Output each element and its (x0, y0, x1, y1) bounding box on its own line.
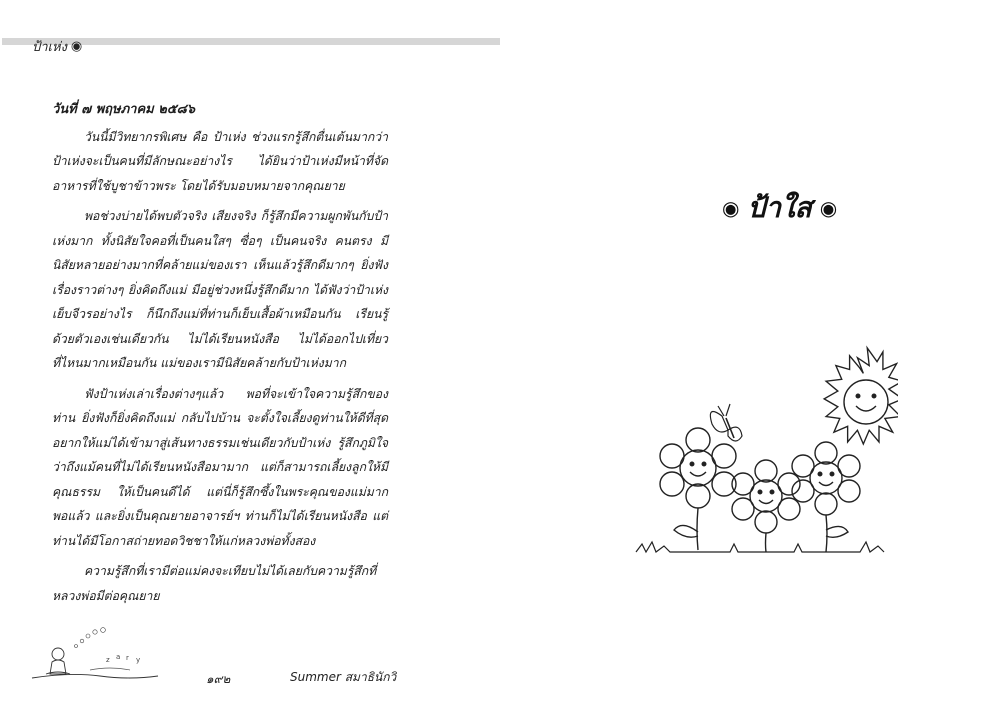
meditating-child-doodle (30, 626, 160, 686)
right-page (500, 0, 1000, 707)
entry-date: วันที่ ๗ พฤษภาคม ๒๕๘๖ (52, 102, 195, 117)
paragraph-4: ความรู้สึกที่เรามีต่อแม่คงจะเทียบไม่ได้เลยกับความรู้สึกที่หลวงพ่อมีต่อคุณยาย (52, 564, 377, 603)
grass-line (636, 542, 884, 552)
sun-flowers-butterfly-illustration (634, 344, 898, 560)
svg-text:z: z (106, 656, 110, 664)
bullet-icon: ◉ (819, 196, 838, 220)
svg-text:y: y (136, 656, 141, 664)
chapter-title-text: ป้าใส (747, 191, 812, 224)
flower-middle-icon (732, 460, 800, 552)
running-head (32, 36, 82, 57)
footer-title: Summer สมาธินักวิ (290, 670, 397, 684)
body-text (52, 98, 388, 610)
flower-right-icon (792, 442, 860, 552)
chapter-title (722, 186, 837, 230)
bullet-icon: ◉ (722, 196, 740, 220)
paragraph-2: พอช่วงบ่ายได้พบตัวจริง เสียงจริง ก็รู้สึกมีความผูกพันกับป้าเห่งมาก ทั้งนิสัยใจคอที่เป็นคนใสๆ ซื่อๆ เป็นคนจริง คนตรง มีนิสัยหลายอย่างมากที่คล้ายแม่ของเรา เห็นแล้วรู้สึกดีมากๆ ยิ่งฟังเรื่องราวต่างๆ ยิ่งคิดถึงแม่ มีอยู่ช่วงหนึ่งรู้สึกดีมาก ได้ฟังว่าป้าเห่งเย็บจีวรอย่างไร ก็นึกถึงแม่ที่ท่านก็เย็บเสื้อผ้าเหมือนกัน เรียนรู้ด้วยตัวเองเช่นเดียวกัน ไม่ได้เรียนหนังสือ ไม่ได้ออกไปเที่ยวที่ไหนมากเหมือนกัน แม่ของเรามีนิสัยคล้ายกับป้าเห่งมาก (52, 209, 388, 370)
page-number: ๑๙๒ (206, 672, 231, 686)
paragraph-3: ฟังป้าเห่งเล่าเรื่องต่างๆแล้ว พอที่จะเข้าใจความรู้สึกของท่าน ยิ่งฟังก็ยิ่งคิดถึงแม่ กลับไปบ้าน จะตั้งใจเลี้ยงดูท่านให้ดีที่สุด อยากให้แม่ได้เข้ามาสู่เส้นทางธรรมเช่นเดียวกับป้าเห่ง รู้สึกภูมิใจว่าถึงแม้คนที่ไม่ได้เรียนหนังสือมามาก แต่ก็สามารถเลี้ยงลูกให้มีคุณธรรม ให้เป็นคนดีได้ แต่นี่ก็รู้สึกซึ้งในพระคุณของแม่มากพอแล้ว และยิ่งเป็นคุณยายอาจารย์ฯ ท่านก็ไม่ได้เรียนหนังสือ แต่ท่านได้มีโอกาสถ่ายทอดวิชชาให้แก่หลวงพ่อทั้งสอง (52, 386, 388, 548)
svg-text:r: r (126, 654, 129, 662)
svg-text:a: a (116, 653, 121, 661)
paragraph-1: วันนี้มีวิทยากรพิเศษ คือ ป้าเห่ง ช่วงแรกรู้สึกตื่นเต้นมากว่าป้าเห่งจะเป็นคนที่มีลักษณะอย่างไร ได้ยินว่าป้าเห่งมีหน้าที่จัดอาหารที่ใช้บูชาข้าวพระ โดยได้รับมอบหมายจากคุณยาย (52, 129, 388, 193)
butterfly-icon (710, 404, 742, 441)
bullet-icon: ◉ (70, 39, 83, 54)
flower-left-icon (660, 428, 736, 550)
sun-icon (824, 348, 898, 444)
running-head-text: ป้าเห่ง (32, 40, 67, 55)
